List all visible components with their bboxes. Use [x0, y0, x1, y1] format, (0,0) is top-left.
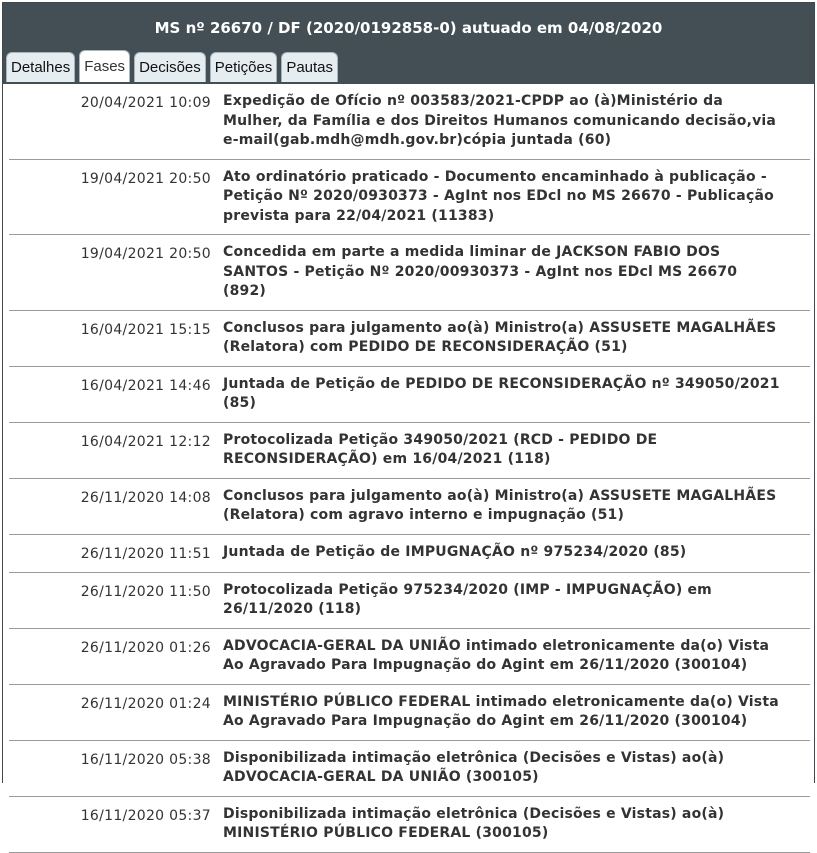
phase-row [9, 629, 810, 685]
phase-datetime: 26/11/2020 11:50 [80, 583, 211, 600]
phase-datetime: 16/11/2020 05:38 [80, 751, 211, 768]
phase-row [9, 741, 810, 797]
tab-decisoes[interactable]: Decisões [134, 52, 206, 82]
header-bar [3, 3, 814, 84]
phase-datetime: 26/11/2020 01:24 [80, 695, 211, 712]
process-title: MS nº 26670 / DF (2020/0192858-0) autuado em 04/08/2020 [154, 19, 663, 37]
phase-row [9, 311, 810, 367]
phase-description: Juntada de Petição de PEDIDO DE RECONSIDERAÇÃO nº 349050/2021 (85) [223, 375, 780, 411]
phases-list [3, 84, 814, 853]
phase-row [9, 479, 810, 535]
phase-datetime: 20/04/2021 10:09 [80, 95, 211, 111]
phase-datetime: 16/11/2020 05:37 [80, 807, 211, 824]
tab-bar [6, 52, 338, 82]
phase-row [9, 235, 810, 311]
phase-datetime: 19/04/2021 20:50 [80, 170, 211, 187]
phase-description: Protocolizada Petição 975234/2020 (IMP - IMPUGNAÇÃO) em 26/11/2020 (118) [223, 581, 712, 617]
phase-row [9, 685, 810, 741]
phase-description: Ato ordinatório praticado - Documento encaminhado à publicação - Petição Nº 2020/0930373 - AgInt nos EDcl no MS 26670 - Publicação prevista para 22/04/2021 (11383) [223, 168, 774, 224]
phase-row [9, 797, 810, 853]
phase-description: Juntada de Petição de IMPUGNAÇÃO nº 975234/2020 (85) [223, 543, 687, 560]
phase-row [9, 535, 810, 573]
phase-datetime: 26/11/2020 01:26 [80, 639, 211, 656]
phase-datetime: 19/04/2021 20:50 [80, 246, 211, 262]
phase-datetime: 16/04/2021 14:46 [80, 377, 211, 394]
tab-pautas[interactable]: Pautas [281, 52, 338, 82]
phase-description: MINISTÉRIO PÚBLICO FEDERAL intimado eletronicamente da(o) Vista Ao Agravado Para Impugnação do Agint em 26/11/2020 (300104) [223, 693, 779, 729]
phase-row [9, 423, 810, 479]
phase-description: ADVOCACIA-GERAL DA UNIÃO intimado eletronicamente da(o) Vista Ao Agravado Para Impugnação do Agint em 26/11/2020 (300104) [223, 637, 770, 673]
phase-description: Conclusos para julgamento ao(à) Ministro(a) ASSUSETE MAGALHÃES (Relatora) com PEDIDO DE RECONSIDERAÇÃO (51) [223, 319, 777, 355]
phase-description: Protocolizada Petição 349050/2021 (RCD - PEDIDO DE RECONSIDERAÇÃO) em 16/04/2021 (118) [223, 431, 658, 467]
phase-row [9, 84, 810, 160]
phase-datetime: 16/04/2021 15:15 [80, 321, 211, 338]
tab-detalhes[interactable]: Detalhes [6, 52, 75, 82]
phase-row [9, 573, 810, 629]
phase-description: Disponibilizada intimação eletrônica (Decisões e Vistas) ao(à) ADVOCACIA-GERAL DA UNIÃO (300105) [223, 749, 725, 785]
phase-datetime: 26/11/2020 14:08 [80, 489, 211, 506]
phase-row [9, 367, 810, 423]
phase-datetime: 26/11/2020 11:51 [80, 545, 211, 562]
phase-datetime: 16/04/2021 12:12 [80, 433, 211, 450]
phase-description: Expedição de Ofício nº 003583/2021-CPDP ao (à)Ministério da Mulher, da Família e dos Direitos Humanos comunicando decisão,via e-mail(gab.mdh@mdh.gov.br)cópia juntada (60) [223, 93, 777, 148]
phase-description: Disponibilizada intimação eletrônica (Decisões e Vistas) ao(à) MINISTÉRIO PÚBLICO FEDERAL (300105) [223, 805, 725, 841]
phase-description: Conclusos para julgamento ao(à) Ministro(a) ASSUSETE MAGALHÃES (Relatora) com agravo interno e impugnação (51) [223, 487, 777, 523]
tab-fases[interactable]: Fases [79, 50, 130, 82]
phase-description: Concedida em parte a medida liminar de JACKSON FABIO DOS SANTOS - Petição Nº 2020/00930373 - AgInt nos EDcl MS 26670 (892) [223, 244, 738, 299]
tab-peticoes[interactable]: Petições [210, 52, 278, 82]
process-window [2, 2, 815, 841]
phase-row [9, 160, 810, 236]
